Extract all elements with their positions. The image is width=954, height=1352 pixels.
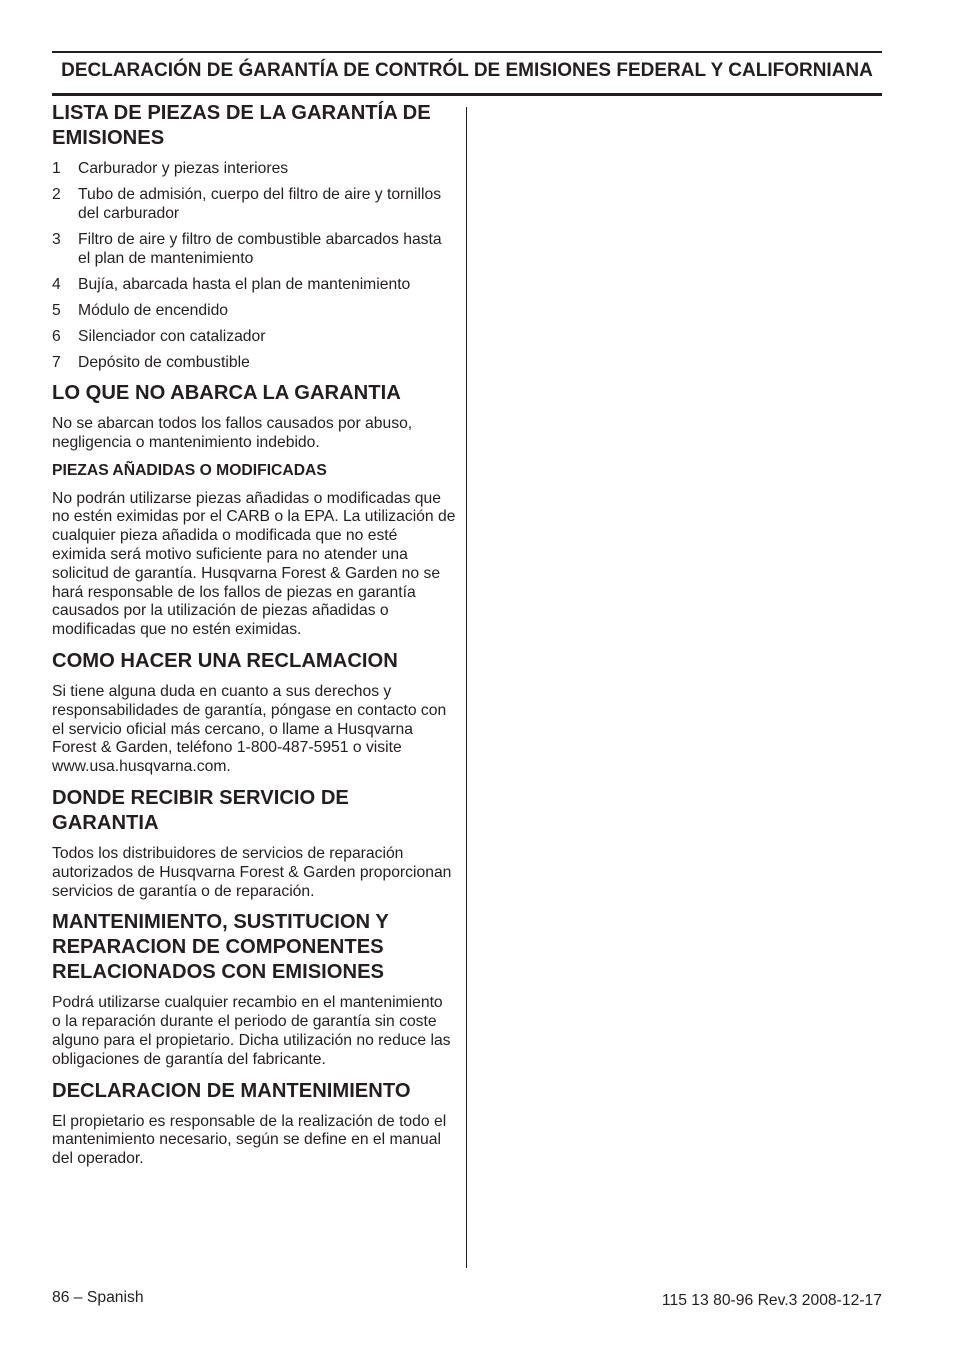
section-heading-parts-list <box>52 101 460 151</box>
list-item <box>52 302 460 321</box>
list-item-line: Bujía, abarcada hasta el plan de mantenimiento <box>78 275 411 293</box>
paragraph-line: obligaciones de garantía del fabricante. <box>52 1050 326 1068</box>
paragraph-line: hará responsable de los fallos de piezas en garantía <box>52 583 416 601</box>
paragraph-added-parts <box>52 490 460 640</box>
paragraph-service-location <box>52 845 460 901</box>
left-column <box>52 101 460 1178</box>
paragraph-line: Podrá utilizarse cualquier recambio en el mantenimiento <box>52 994 443 1012</box>
list-item-number: 3 <box>52 230 61 248</box>
list-item-text <box>78 276 460 295</box>
list-item-line: Carburador y piezas interiores <box>78 160 289 177</box>
list-item-line: el plan de mantenimiento <box>78 249 254 267</box>
paragraph-line: cualquier pieza añadida o modificada que no esté <box>52 527 398 545</box>
list-item-line: del carburador <box>78 204 180 222</box>
section-heading-not-covered <box>52 381 460 406</box>
paragraph-claim <box>52 683 460 777</box>
list-item-number: 1 <box>52 160 61 177</box>
paragraph-not-covered <box>52 415 460 453</box>
page-header-title: DECLARACIÓN DE ǴARANTÍA DE CONTRÓL DE EMISIONES FEDERAL Y CALIFORNIANA <box>61 60 873 81</box>
list-item <box>52 328 460 347</box>
paragraph-line: El propietario es responsable de la realización de todo el <box>52 1112 447 1130</box>
paragraph-line: No podrán utilizarse piezas añadidas o modificadas que <box>52 489 441 507</box>
heading-line: DECLARACION DE MANTENIMIENTO <box>52 1079 411 1102</box>
list-item-text <box>78 302 460 321</box>
paragraph-line: No se abarcan todos los fallos causados por abuso, <box>52 415 413 433</box>
section-heading-maintenance-statement <box>52 1079 460 1104</box>
heading-line: LISTA DE PIEZAS DE LA GARANTÍA DE <box>52 102 431 124</box>
paragraph-line: www.usa.husqvarna.com. <box>52 758 231 776</box>
paragraph-line: modificadas que no estén eximidas. <box>52 621 302 639</box>
list-item <box>52 354 460 373</box>
heading-line: LO QUE NO ABARCA LA GARANTIA <box>52 382 401 405</box>
list-item <box>52 276 460 295</box>
list-item <box>52 160 460 179</box>
heading-line: MANTENIMIENTO, SUSTITUCION Y <box>52 911 389 934</box>
list-item-number: 7 <box>52 353 61 371</box>
list-item-text <box>78 328 460 347</box>
paragraph-line: Forest & Garden, teléfono 1-800-487-5951 o visite <box>52 739 402 757</box>
paragraph-line: servicios de garantía o de reparación. <box>52 882 315 900</box>
list-item-text <box>78 231 460 269</box>
paragraph-line: autorizados de Husqvarna Forest & Garden proporcionan <box>52 863 452 881</box>
warranty-parts-list <box>52 160 460 372</box>
list-item-text <box>78 354 460 373</box>
right-column <box>484 101 882 1261</box>
paragraph-line: Todos los distribuidores de servicios de reparación <box>52 845 404 863</box>
paragraph-line: causados por la utilización de piezas añadidas o <box>52 602 389 620</box>
list-item-text <box>78 160 460 179</box>
list-item-line: Depósito de combustible <box>78 353 250 371</box>
heading-line: PIEZAS AÑADIDAS O MODIFICADAS <box>52 461 327 479</box>
heading-line: COMO HACER UNA RECLAMACION <box>52 650 398 673</box>
heading-line: RELACIONADOS CON EMISIONES <box>52 961 384 984</box>
paragraph-line: eximida será motivo suficiente para no atender una <box>52 546 408 564</box>
list-item-number: 6 <box>52 327 61 345</box>
paragraph-line: o la reparación durante el periodo de garantía sin coste <box>52 1013 437 1031</box>
footer-page-label: 86 – Spanish <box>52 1289 144 1306</box>
header-top-rule <box>52 51 882 53</box>
paragraph-line: negligencia o mantenimiento indebido. <box>52 434 320 452</box>
list-item-line: Tubo de admisión, cuerpo del filtro de aire y tornillos <box>78 185 442 203</box>
list-item-line: Silenciador con catalizador <box>78 327 266 345</box>
section-heading-claim <box>52 649 460 674</box>
list-item-line: Módulo de encendido <box>78 301 229 319</box>
paragraph-maintenance-statement <box>52 1113 460 1169</box>
list-item-line: Filtro de aire y filtro de combustible abarcados hasta <box>78 230 442 248</box>
list-item-number: 4 <box>52 275 61 293</box>
paragraph-emission-components <box>52 994 460 1069</box>
footer-document-code: 115 13 80-96 Rev.3 2008-12-17 <box>661 1292 882 1309</box>
heading-line: GARANTIA <box>52 812 159 835</box>
list-item-number: 2 <box>52 185 61 203</box>
subheading-added-parts <box>52 462 460 481</box>
paragraph-line: solicitud de garantía. Husqvarna Forest & Garden no se <box>52 564 441 582</box>
section-heading-emission-components <box>52 910 460 985</box>
paragraph-line: no estén eximidas por el CARB o la EPA. La utilización de <box>52 508 456 526</box>
paragraph-line: alguno para el propietario. Dicha utilización no reduce las <box>52 1032 451 1050</box>
heading-line: REPARACION DE COMPONENTES <box>52 936 384 959</box>
section-heading-service-location <box>52 786 460 836</box>
paragraph-line: mantenimiento necesario, según se define en el manual <box>52 1131 441 1149</box>
header-bottom-rule <box>52 93 882 96</box>
paragraph-line: Si tiene alguna duda en cuanto a sus derechos y <box>52 683 392 701</box>
list-item <box>52 231 460 269</box>
list-item <box>52 186 460 224</box>
column-divider <box>466 107 467 1268</box>
list-item-number: 5 <box>52 301 61 319</box>
paragraph-line: el servicio oficial más cercano, o llame a Husqvarna <box>52 720 413 738</box>
heading-line: EMISIONES <box>52 127 165 149</box>
paragraph-line: del operador. <box>52 1150 144 1168</box>
paragraph-line: responsabilidades de garantía, póngase en contacto con <box>52 701 447 719</box>
heading-line: DONDE RECIBIR SERVICIO DE <box>52 787 349 810</box>
list-item-text <box>78 186 460 224</box>
